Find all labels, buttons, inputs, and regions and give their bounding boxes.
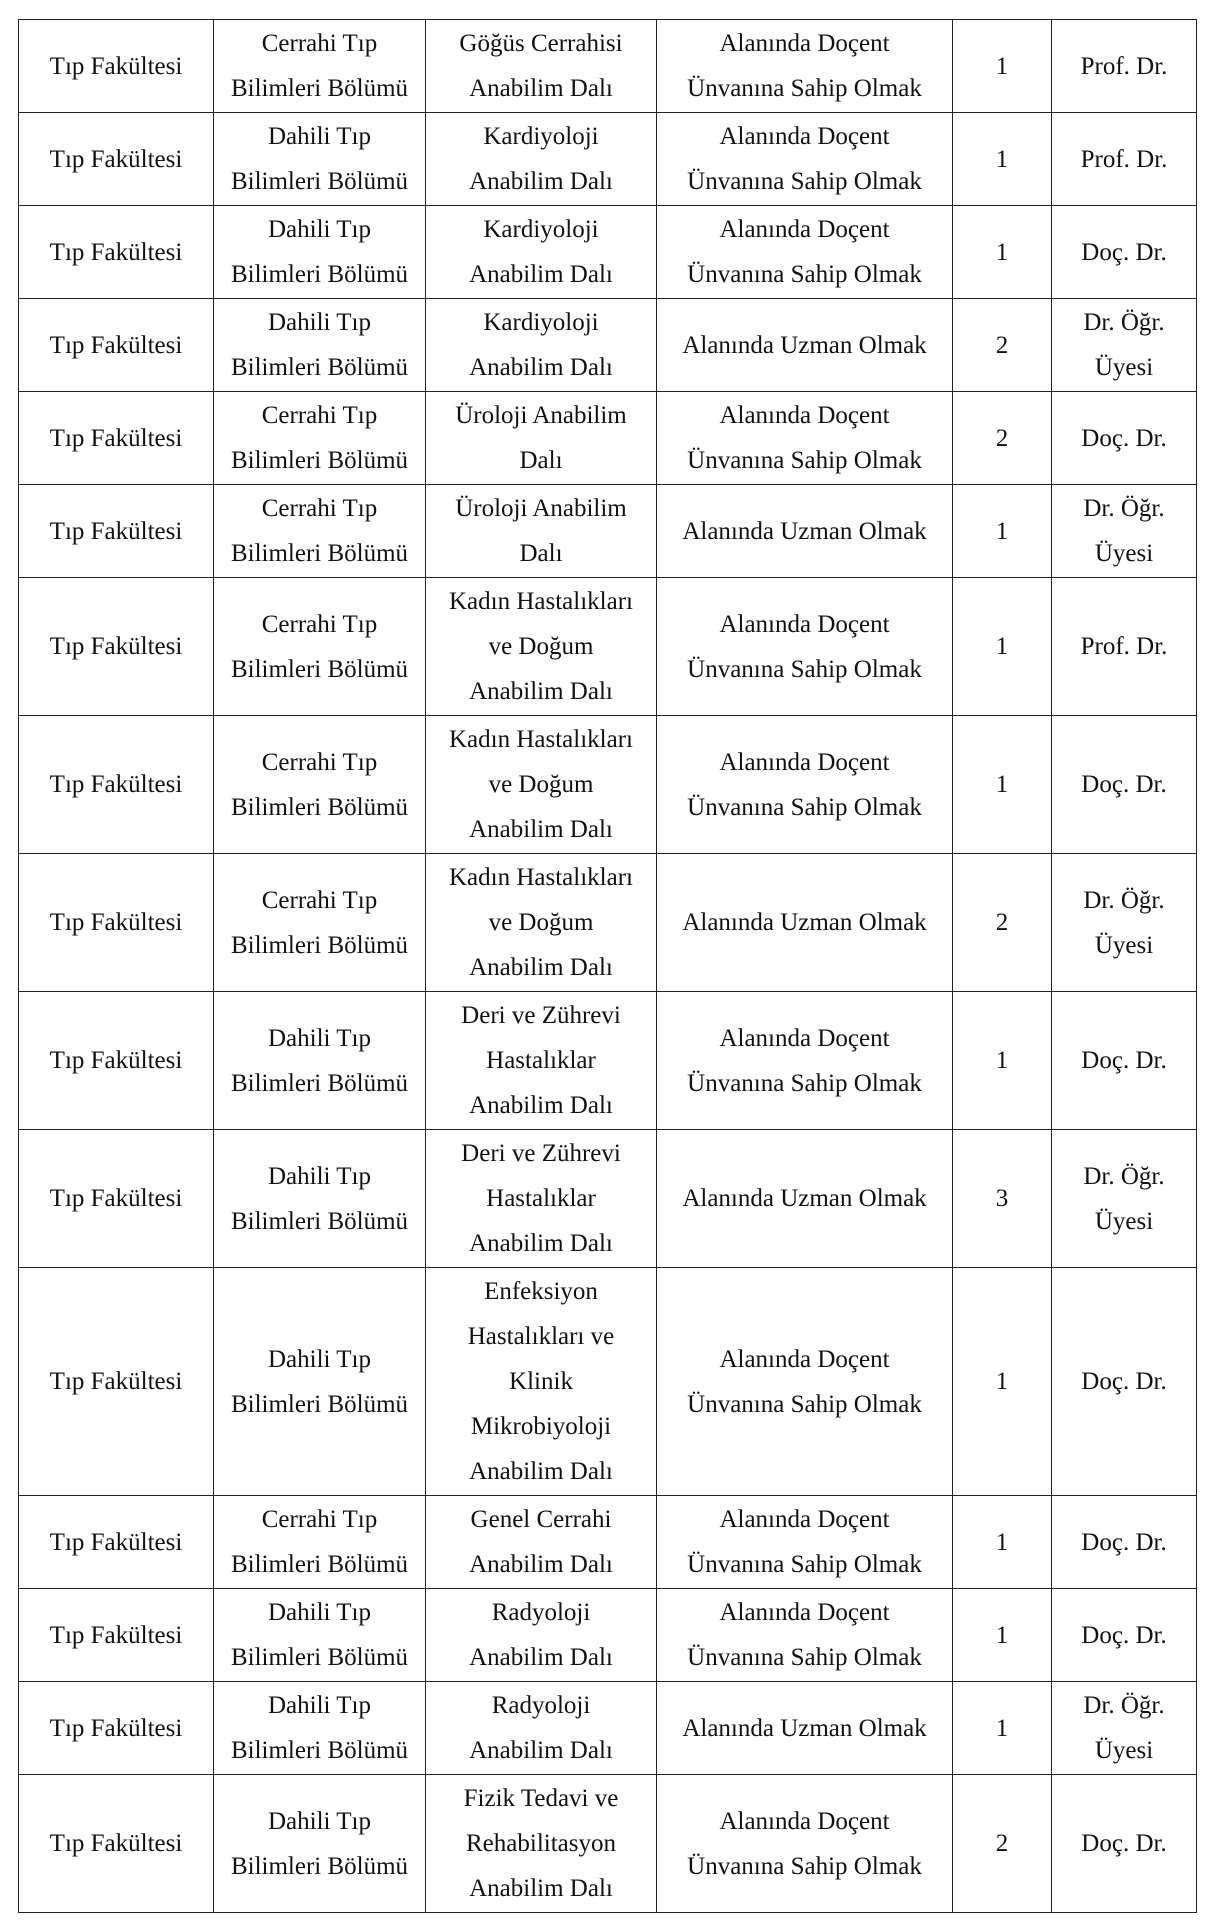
table-row <box>19 20 1197 113</box>
division-cell <box>426 992 657 1130</box>
department-cell-line: Dahili Tıp <box>267 309 371 336</box>
division-cell-line: Mikrobiyoloji <box>470 1413 612 1440</box>
position-count-cell: 1 <box>953 113 1052 206</box>
requirement-cell-line: Alanında Doçent <box>719 610 890 638</box>
department-cell-line: Dahili Tıp <box>267 1692 371 1719</box>
department-cell-line: Dahili Tıp <box>267 216 371 243</box>
requirement-cell-line: Ünvanına Sahip Olmak <box>687 168 922 195</box>
requirement-cell-line: Ünvanına Sahip Olmak <box>687 1644 922 1671</box>
department-cell-line: Bilimleri Bölümü <box>230 931 409 959</box>
division-cell-line: Dalı <box>519 540 563 567</box>
division-cell <box>426 1589 657 1682</box>
division-cell <box>426 299 657 392</box>
requirement-cell <box>657 113 953 206</box>
requirement-cell <box>657 1130 953 1268</box>
academic-title-cell-line: Doç. Dr. <box>1081 1528 1167 1556</box>
division-cell <box>426 1496 657 1589</box>
requirement-cell-line: Ünvanına Sahip Olmak <box>687 1551 922 1578</box>
academic-title-cell-line: Doç. Dr. <box>1081 1047 1167 1074</box>
department-cell-line: Cerrahi Tıp <box>261 402 378 429</box>
academic-title-cell-line: Prof. Dr. <box>1080 52 1168 80</box>
requirement-cell-line: Alanında Doçent <box>719 30 890 57</box>
requirement-cell-line: Ünvanına Sahip Olmak <box>687 1069 922 1097</box>
division-cell-line: Anabilim Dalı <box>469 1737 613 1764</box>
division-cell-line: Hastalıklar <box>486 1047 596 1074</box>
staff-positions-table-body <box>19 20 1197 1913</box>
division-cell-line: ve Doğum <box>488 633 594 660</box>
requirement-cell <box>657 299 953 392</box>
table-row <box>19 854 1197 992</box>
requirement-cell-line: Alanında Doçent <box>719 1024 890 1052</box>
division-cell-line: Anabilim Dalı <box>469 1458 613 1485</box>
faculty-cell: Tıp Fakültesi <box>19 1775 214 1913</box>
department-cell-line: Dahili Tıp <box>267 1162 371 1190</box>
faculty-cell: Tıp Fakültesi <box>19 392 214 485</box>
department-cell-line: Bilimleri Bölümü <box>230 1390 409 1418</box>
requirement-cell-line: Ünvanına Sahip Olmak <box>687 793 922 821</box>
position-count-cell: 2 <box>953 299 1052 392</box>
academic-title-cell-line: Üyesi <box>1094 1737 1154 1764</box>
department-cell-line: Bilimleri Bölümü <box>230 447 409 474</box>
faculty-cell: Tıp Fakültesi <box>19 1682 214 1775</box>
requirement-cell <box>657 1775 953 1913</box>
academic-title-cell <box>1052 392 1197 485</box>
division-cell <box>426 1682 657 1775</box>
department-cell-line: Dahili Tıp <box>267 123 371 150</box>
department-cell <box>214 1130 426 1268</box>
faculty-cell: Tıp Fakültesi <box>19 1496 214 1589</box>
requirement-cell-line: Alanında Doçent <box>719 216 890 243</box>
academic-title-cell-line: Doç. Dr. <box>1081 424 1167 452</box>
faculty-cell: Tıp Fakültesi <box>19 1268 214 1496</box>
division-cell-line: Üroloji Anabilim <box>455 495 627 522</box>
academic-title-cell <box>1052 854 1197 992</box>
department-cell <box>214 1775 426 1913</box>
division-cell-line: Anabilim Dalı <box>469 1551 613 1578</box>
division-cell <box>426 206 657 299</box>
academic-title-cell <box>1052 206 1197 299</box>
position-count-cell: 1 <box>953 1496 1052 1589</box>
academic-title-cell <box>1052 716 1197 854</box>
table-row <box>19 1268 1197 1496</box>
division-cell <box>426 113 657 206</box>
department-cell-line: Dahili Tıp <box>267 1599 371 1626</box>
division-cell <box>426 578 657 716</box>
table-row <box>19 299 1197 392</box>
faculty-cell: Tıp Fakültesi <box>19 20 214 113</box>
division-cell-line: Anabilim Dalı <box>469 1230 613 1257</box>
academic-title-cell-line: Üyesi <box>1094 354 1154 381</box>
department-cell <box>214 1268 426 1496</box>
division-cell-line: Anabilim Dalı <box>469 816 613 843</box>
academic-title-cell-line: Dr. Öğr. <box>1083 495 1165 522</box>
division-cell-line: Kardiyoloji <box>483 309 599 336</box>
academic-title-cell <box>1052 20 1197 113</box>
table-row <box>19 992 1197 1130</box>
department-cell-line: Cerrahi Tıp <box>261 495 378 522</box>
academic-title-cell-line: Doç. Dr. <box>1081 1830 1167 1857</box>
division-cell-line: Rehabilitasyon <box>466 1830 616 1857</box>
position-count-cell: 2 <box>953 854 1052 992</box>
academic-title-cell <box>1052 299 1197 392</box>
department-cell <box>214 392 426 485</box>
department-cell-line: Cerrahi Tıp <box>261 886 378 914</box>
table-row <box>19 1589 1197 1682</box>
academic-title-cell <box>1052 113 1197 206</box>
requirement-cell-line: Alanında Doçent <box>719 748 890 776</box>
table-row <box>19 206 1197 299</box>
division-cell-line: Kardiyoloji <box>483 123 599 150</box>
department-cell <box>214 20 426 113</box>
academic-title-cell-line: Üyesi <box>1094 931 1154 959</box>
faculty-cell: Tıp Fakültesi <box>19 1589 214 1682</box>
requirement-cell <box>657 854 953 992</box>
requirement-cell-line: Ünvanına Sahip Olmak <box>687 261 922 288</box>
department-cell-line: Cerrahi Tıp <box>261 610 378 638</box>
faculty-cell: Tıp Fakültesi <box>19 716 214 854</box>
requirement-cell-line: Alanında Uzman Olmak <box>682 1714 927 1742</box>
faculty-cell: Tıp Fakültesi <box>19 206 214 299</box>
department-cell <box>214 299 426 392</box>
division-cell <box>426 716 657 854</box>
department-cell <box>214 1682 426 1775</box>
division-cell-line: Hastalıkları ve <box>467 1323 615 1350</box>
requirement-cell-line: Alanında Uzman Olmak <box>682 517 927 545</box>
academic-title-cell-line: Doç. Dr. <box>1081 238 1167 266</box>
division-cell-line: Anabilim Dalı <box>469 168 613 195</box>
division-cell-line: ve Doğum <box>488 909 594 936</box>
division-cell <box>426 1775 657 1913</box>
faculty-cell: Tıp Fakültesi <box>19 299 214 392</box>
division-cell-line: Hastalıklar <box>486 1185 596 1212</box>
division-cell-line: Anabilim Dalı <box>469 1875 613 1902</box>
division-cell-line: Klinik <box>509 1368 573 1395</box>
division-cell <box>426 20 657 113</box>
division-cell-line: Anabilim Dalı <box>469 261 613 288</box>
department-cell-line: Bilimleri Bölümü <box>230 1737 409 1764</box>
division-cell <box>426 1130 657 1268</box>
position-count-cell: 1 <box>953 206 1052 299</box>
requirement-cell <box>657 1682 953 1775</box>
department-cell-line: Bilimleri Bölümü <box>230 655 409 683</box>
department-cell <box>214 1589 426 1682</box>
academic-title-cell-line: Prof. Dr. <box>1080 633 1168 660</box>
faculty-cell: Tıp Fakültesi <box>19 485 214 578</box>
requirement-cell-line: Ünvanına Sahip Olmak <box>687 447 922 474</box>
requirement-cell-line: Alanında Doçent <box>719 1345 890 1373</box>
position-count-cell: 1 <box>953 1682 1052 1775</box>
table-row <box>19 716 1197 854</box>
requirement-cell-line: Alanında Doçent <box>719 1807 890 1835</box>
division-cell <box>426 485 657 578</box>
division-cell <box>426 854 657 992</box>
department-cell-line: Bilimleri Bölümü <box>230 1852 409 1880</box>
academic-title-cell-line: Dr. Öğr. <box>1083 1692 1165 1719</box>
division-cell-line: Anabilim Dalı <box>469 354 613 381</box>
requirement-cell <box>657 578 953 716</box>
requirement-cell-line: Alanında Doçent <box>719 402 890 429</box>
division-cell-line: Üroloji Anabilim <box>455 402 627 429</box>
academic-title-cell <box>1052 1775 1197 1913</box>
position-count-cell: 1 <box>953 716 1052 854</box>
department-cell <box>214 854 426 992</box>
department-cell-line: Bilimleri Bölümü <box>230 168 409 195</box>
division-cell-line: Fizik Tedavi ve <box>463 1785 619 1812</box>
division-cell-line: Genel Cerrahi <box>470 1506 612 1533</box>
requirement-cell <box>657 20 953 113</box>
requirement-cell-line: Ünvanına Sahip Olmak <box>687 1390 922 1418</box>
department-cell-line: Bilimleri Bölümü <box>230 1207 409 1235</box>
requirement-cell <box>657 206 953 299</box>
faculty-cell: Tıp Fakültesi <box>19 113 214 206</box>
department-cell-line: Dahili Tıp <box>267 1345 371 1373</box>
department-cell <box>214 992 426 1130</box>
division-cell-line: Göğüs Cerrahisi <box>459 30 623 57</box>
requirement-cell-line: Alanında Uzman Olmak <box>682 909 927 936</box>
faculty-cell: Tıp Fakültesi <box>19 578 214 716</box>
table-row <box>19 1682 1197 1775</box>
department-cell-line: Dahili Tıp <box>267 1024 371 1052</box>
academic-title-cell <box>1052 1130 1197 1268</box>
requirement-cell-line: Ünvanına Sahip Olmak <box>687 655 922 683</box>
requirement-cell <box>657 1496 953 1589</box>
academic-title-cell <box>1052 578 1197 716</box>
academic-title-cell <box>1052 1589 1197 1682</box>
requirement-cell <box>657 992 953 1130</box>
faculty-cell: Tıp Fakültesi <box>19 1130 214 1268</box>
division-cell <box>426 392 657 485</box>
academic-title-cell-line: Doç. Dr. <box>1081 1621 1167 1649</box>
division-cell-line: ve Doğum <box>488 771 594 798</box>
department-cell-line: Bilimleri Bölümü <box>230 1644 409 1671</box>
position-count-cell: 1 <box>953 20 1052 113</box>
division-cell-line: Kardiyoloji <box>483 216 599 243</box>
requirement-cell <box>657 716 953 854</box>
table-row <box>19 485 1197 578</box>
table-row <box>19 578 1197 716</box>
position-count-cell: 2 <box>953 392 1052 485</box>
division-cell-line: Radyoloji <box>491 1599 591 1626</box>
position-count-cell: 1 <box>953 1268 1052 1496</box>
division-cell-line: Anabilim Dalı <box>469 1092 613 1119</box>
requirement-cell-line: Alanında Doçent <box>719 123 890 150</box>
department-cell <box>214 485 426 578</box>
department-cell-line: Bilimleri Bölümü <box>230 540 409 567</box>
division-cell-line: Radyoloji <box>491 1692 591 1719</box>
position-count-cell: 1 <box>953 578 1052 716</box>
staff-positions-table <box>18 19 1197 1913</box>
department-cell <box>214 1496 426 1589</box>
department-cell-line: Bilimleri Bölümü <box>230 261 409 288</box>
department-cell-line: Bilimleri Bölümü <box>230 1069 409 1097</box>
division-cell <box>426 1268 657 1496</box>
department-cell-line: Cerrahi Tıp <box>261 1506 378 1533</box>
department-cell-line: Dahili Tıp <box>267 1807 371 1835</box>
requirement-cell-line: Alanında Uzman Olmak <box>682 1185 927 1212</box>
academic-title-cell-line: Prof. Dr. <box>1080 145 1168 173</box>
faculty-cell: Tıp Fakültesi <box>19 992 214 1130</box>
academic-title-cell <box>1052 992 1197 1130</box>
requirement-cell-line: Alanında Uzman Olmak <box>682 331 927 359</box>
academic-title-cell-line: Üyesi <box>1094 1207 1154 1235</box>
requirement-cell-line: Ünvanına Sahip Olmak <box>687 75 922 102</box>
academic-title-cell-line: Üyesi <box>1094 540 1154 567</box>
division-cell-line: Deri ve Zührevi <box>461 1002 621 1029</box>
table-row <box>19 392 1197 485</box>
department-cell <box>214 578 426 716</box>
position-count-cell: 2 <box>953 1775 1052 1913</box>
department-cell <box>214 113 426 206</box>
academic-title-cell <box>1052 1268 1197 1496</box>
position-count-cell: 3 <box>953 1130 1052 1268</box>
division-cell-line: Anabilim Dalı <box>469 1644 613 1671</box>
academic-title-cell-line: Dr. Öğr. <box>1083 886 1165 914</box>
requirement-cell-line: Ünvanına Sahip Olmak <box>687 1852 922 1880</box>
requirement-cell <box>657 1589 953 1682</box>
academic-title-cell <box>1052 485 1197 578</box>
position-count-cell: 1 <box>953 485 1052 578</box>
table-row <box>19 1775 1197 1913</box>
requirement-cell <box>657 392 953 485</box>
division-cell-line: Kadın Hastalıkları <box>449 726 633 753</box>
division-cell-line: Kadın Hastalıkları <box>449 588 633 615</box>
division-cell-line: Anabilim Dalı <box>469 678 613 705</box>
department-cell <box>214 716 426 854</box>
table-row <box>19 1130 1197 1268</box>
division-cell-line: Deri ve Zührevi <box>461 1140 621 1167</box>
academic-title-cell-line: Doç. Dr. <box>1081 1368 1167 1395</box>
academic-title-cell-line: Dr. Öğr. <box>1083 1162 1165 1190</box>
department-cell-line: Cerrahi Tıp <box>261 30 378 57</box>
department-cell-line: Bilimleri Bölümü <box>230 793 409 821</box>
requirement-cell-line: Alanında Doçent <box>719 1599 890 1626</box>
department-cell-line: Bilimleri Bölümü <box>230 354 409 381</box>
table-row <box>19 113 1197 206</box>
department-cell-line: Cerrahi Tıp <box>261 748 378 776</box>
division-cell-line: Enfeksiyon <box>484 1278 598 1305</box>
academic-title-cell-line: Dr. Öğr. <box>1083 309 1165 336</box>
academic-title-cell <box>1052 1682 1197 1775</box>
table-row <box>19 1496 1197 1589</box>
requirement-cell-line: Alanında Doçent <box>719 1506 890 1533</box>
department-cell <box>214 206 426 299</box>
requirement-cell <box>657 1268 953 1496</box>
position-count-cell: 1 <box>953 992 1052 1130</box>
division-cell-line: Kadın Hastalıkları <box>449 864 633 891</box>
faculty-cell: Tıp Fakültesi <box>19 854 214 992</box>
requirement-cell <box>657 485 953 578</box>
division-cell-line: Dalı <box>519 447 563 474</box>
division-cell-line: Anabilim Dalı <box>469 954 613 981</box>
academic-title-cell-line: Doç. Dr. <box>1081 771 1167 798</box>
division-cell-line: Anabilim Dalı <box>469 75 613 102</box>
academic-title-cell <box>1052 1496 1197 1589</box>
department-cell-line: Bilimleri Bölümü <box>230 1551 409 1578</box>
department-cell-line: Bilimleri Bölümü <box>230 75 409 102</box>
position-count-cell: 1 <box>953 1589 1052 1682</box>
